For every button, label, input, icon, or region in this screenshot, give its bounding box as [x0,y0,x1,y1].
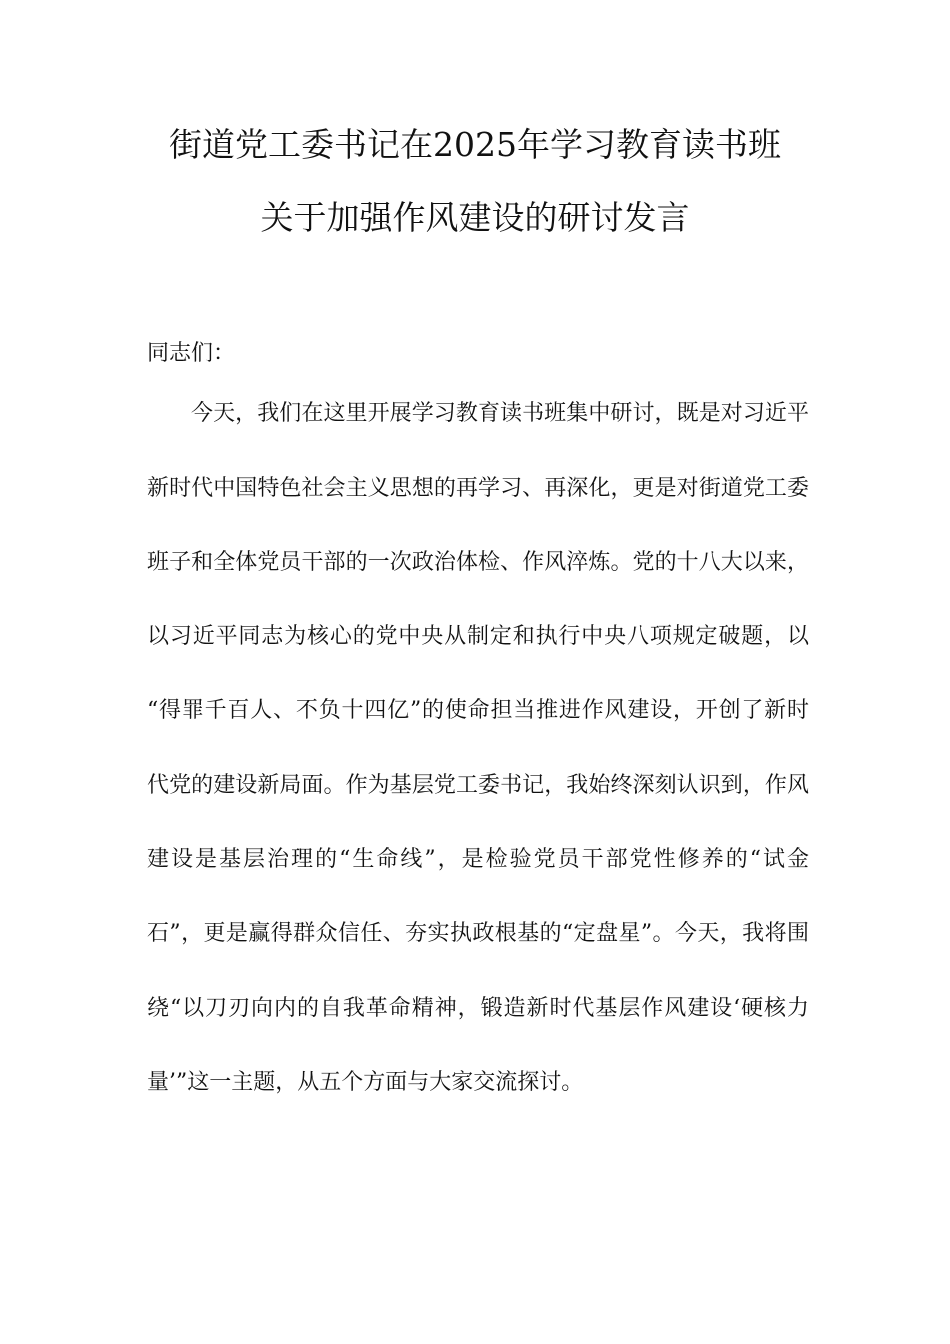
paragraph-line: 量’”这一主题，从五个方面与大家交流探讨。 [147,1070,584,1095]
document-title-line-2: 关于加强作风建设的研讨发言 [260,198,690,237]
document-title-line-1: 街道党工委书记在2025年学习教育读书班 [169,125,781,164]
paragraph-line: 班子和全体党员干部的一次政治体检、作风淬炼。党的十八大以来， [147,550,809,575]
paragraph-line: 建设是基层治理的“生命线”，是检验党员干部党性修养的“试金 [147,847,809,872]
paragraph-line: 新时代中国特色社会主义思想的再学习、再深化，更是对街道党工委 [147,476,809,501]
paragraph-line: 今天，我们在这里开展学习教育读书班集中研讨，既是对习近平 [191,401,809,426]
paragraph-line: 石”，更是赢得群众信任、夯实执政根基的“定盘星”。今天，我将围 [147,921,809,946]
salutation: 同志们： [147,341,236,366]
paragraph-line: “得罪千百人、不负十四亿”的使命担当推进作风建设，开创了新时 [147,698,809,723]
paragraph-line: 代党的建设新局面。作为基层党工委书记，我始终深刻认识到，作风 [147,773,809,798]
paragraph-line: 绕“以刀刃向内的自我革命精神，锻造新时代基层作风建设‘硬核力 [147,996,809,1021]
paragraph-line: 以习近平同志为核心的党中央从制定和执行中央八项规定破题，以 [147,624,809,649]
